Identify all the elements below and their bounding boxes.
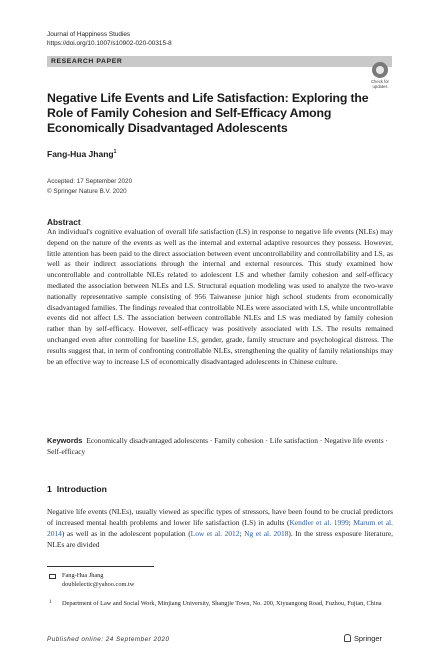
keywords-block <box>47 436 393 458</box>
citation-link[interactable]: Marum et al. 2014 <box>47 517 393 538</box>
publisher-name: Springer <box>354 634 382 643</box>
envelope-icon <box>49 574 56 579</box>
section-heading-introduction <box>47 484 107 494</box>
article-type-label: RESEARCH PAPER <box>51 58 123 65</box>
abstract-heading: Abstract <box>47 217 81 227</box>
abstract-text: An individual's cognitive evaluation of overall life satisfaction (LS) in response to negative life events (NLEs) may depend on the nature of the events as well as the internal and external adaptive resources they possess. However, little attention has been paid to the direct association between event uncontrollability and controllability and LS, as well as their indirect associations through the internal and external resources. This study examined how uncontrollable and controllable NLEs related to adolescent LS and whether family cohesion and self-efficacy mediated the association between NLEs and LS. Structural equation modeling was used to analyze the two-wave nationally representative sample consisting of 956 Taiwanese junior high school students from economically disadvantaged families. The findings revealed that controllable NLEs were associated with LS, while uncontrollable events did not affect LS. The association between controllable NLEs and LS was mediated by family cohesion rather than by self-efficacy. However, self-efficacy was positively associated with LS. The results remained unchanged even after controlling for baseline LS, gender, grade, family structure and psychological distress. The results suggest that, in term of confronting controllable NLEs, strengthening the quality of family relationships may be an effective way to increase LS of economically disadvantaged adolescents in Chinese culture. <box>47 227 393 366</box>
check-updates-label <box>366 79 394 89</box>
keywords-list: Economically disadvantaged adolescents · Family cohesion · Life satisfaction · Negative life events · Self-efficacy <box>47 436 388 456</box>
keywords-label: Keywords <box>47 436 83 445</box>
published-online-date: Published online: 24 September 2020 <box>47 636 170 643</box>
section-title: Introduction <box>56 484 107 494</box>
section-number: 1 <box>47 484 52 494</box>
check-for-updates-badge[interactable] <box>366 60 394 92</box>
contact-name: Fang-Hua Jhang <box>62 572 104 579</box>
article-title: Negative Life Events and Life Satisfaction: Exploring the Role of Family Cohesion and Self-Efficacy Among Economically Disadvantaged Adolescents <box>47 91 369 135</box>
author-name[interactable]: Fang-Hua Jhang <box>47 149 114 159</box>
article-dates <box>47 177 132 197</box>
footnote-divider <box>47 566 154 567</box>
corresponding-author <box>62 571 134 589</box>
author-line <box>47 149 116 159</box>
intro-text: ; <box>239 528 245 538</box>
copyright-notice: © Springer Nature B.V. 2020 <box>47 188 127 195</box>
badge-line-2: updates <box>372 84 388 89</box>
publisher-logo <box>344 634 382 643</box>
intro-text: Negative life events (NLEs), usually viewed as specific types of stressors, have been found to be crucial predictors of increased mental health problems and lower life satisfaction (LS) in adults ( <box>47 507 393 527</box>
affiliation-text: Department of Law and Social Work, Minjiang University, Shangjie Town, No. 200, Xiyuangong Road, Fuzhou, Fujian, China <box>62 600 382 607</box>
citation-link[interactable]: Ng et al. 2018 <box>244 528 289 538</box>
introduction-paragraph <box>47 507 393 551</box>
doi-link[interactable]: https://doi.org/10.1007/s10902-020-00315-8 <box>47 40 172 47</box>
accepted-date: Accepted: 17 September 2020 <box>47 178 133 185</box>
contact-email[interactable]: doublelectic@yahoo.com.tw <box>62 581 135 588</box>
badge-line-1: Check for <box>371 79 389 84</box>
journal-header <box>47 30 172 48</box>
author-affil-marker: 1 <box>113 149 117 156</box>
affiliation-number: 1 <box>49 599 52 605</box>
springer-horse-icon <box>344 634 351 642</box>
intro-text: ). In the stress exposure literature, NLEs are divided <box>47 528 393 549</box>
citation-link[interactable]: Low et al. 2012 <box>190 528 240 538</box>
citation-link[interactable]: Kendler et al. 1999 <box>289 517 349 527</box>
intro-text: ; <box>348 517 354 527</box>
check-updates-icon-inner <box>376 66 384 74</box>
intro-text: ) as well as in the adolescent population ( <box>61 528 191 538</box>
journal-name: Journal of Happiness Studies <box>47 31 131 38</box>
